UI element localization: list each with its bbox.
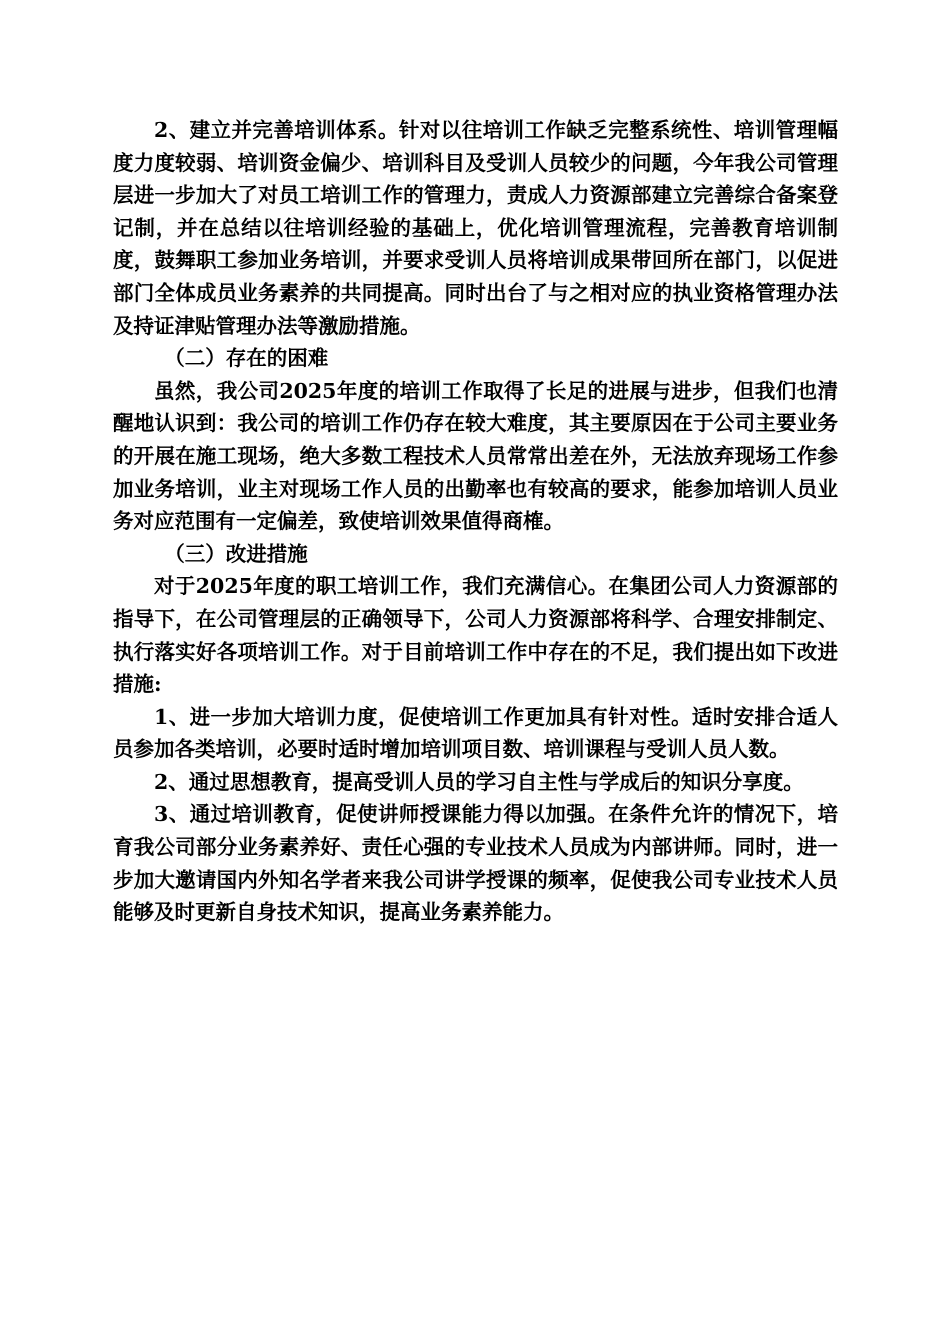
section-heading-difficulties: （二）存在的困难: [164, 346, 329, 371]
paragraph-measure-2: 2、通过思想教育，提高受训人员的学习自主性与学成后的知识分享度。: [154, 769, 804, 794]
paragraph-measure-3: 3、通过培训教育，促使讲师授课能力得以加强。在条件允许的情况下，培育我公司部分业务素养好、责任心强的专业技术人员成为内部讲师。同时，进一步加大邀请国内外知名学者来我公司讲学授课的频率，促使我公司专业技术人员能够及时更新自身技术知识，提高业务素养能力。: [113, 802, 838, 925]
paragraph-improvements-intro: 对于2025年度的职工培训工作，我们充满信心。在集团公司人力资源部的指导下，在公司管理层的正确领导下，公司人力资源部将科学、合理安排制定、执行落实好各项培训工作。对于目前培训工作中存在的不足，我们提出如下改进措施:: [113, 574, 838, 697]
document-page: [113, 114, 838, 929]
section-heading-improvements: （三）改进措施: [164, 541, 308, 566]
paragraph-training-system: 2、建立并完善培训体系。针对以往培训工作缺乏完整系统性、培训管理幅度力度较弱、培训资金偏少、培训科目及受训人员较少的问题，今年我公司管理层进一步加大了对员工培训工作的管理力，责成人力资源部建立完善综合备案登记制，并在总结以往培训经验的基础上，优化培训管理流程，完善教育培训制度，鼓舞职工参加业务培训，并要求受训人员将培训成果带回所在部门，以促进部门全体成员业务素养的共同提高。同时出台了与之相对应的执业资格管理办法及持证津贴管理办法等激励措施。: [113, 118, 838, 338]
paragraph-measure-1: 1、进一步加大培训力度，促使培训工作更加具有针对性。适时安排合适人员参加各类培训，必要时适时增加培训项目数、培训课程与受训人员人数。: [113, 704, 838, 762]
paragraph-difficulties: 虽然，我公司2025年度的培训工作取得了长足的进展与进步，但我们也清醒地认识到：我公司的培训工作仍存在较大难度，其主要原因在于公司主要业务的开展在施工现场，绝大多数工程技术人员常常出差在外，无法放弃现场工作参加业务培训，业主对现场工作人员的出勤率也有较高的要求，能参加培训人员业务对应范围有一定偏差，致使培训效果值得商榷。: [113, 378, 838, 534]
